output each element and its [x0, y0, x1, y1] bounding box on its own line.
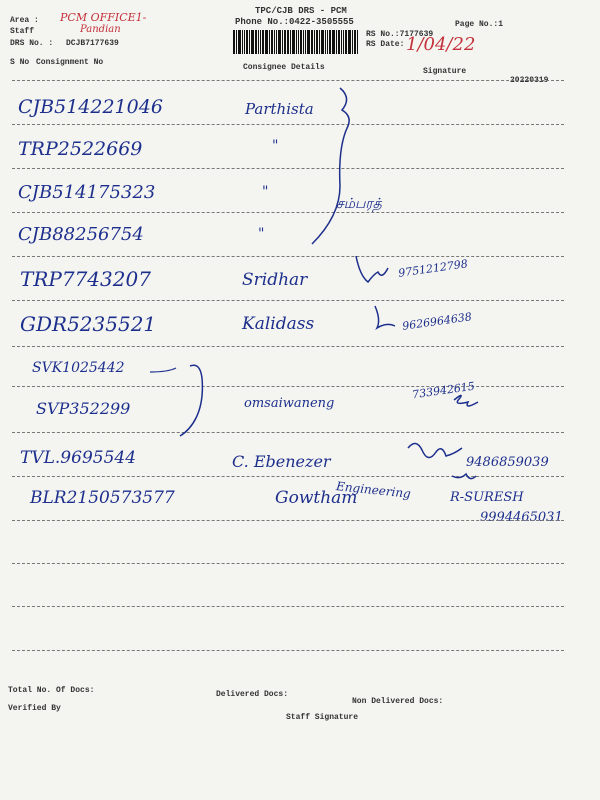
barcode-bar: [311, 30, 313, 54]
barcode-bar: [265, 30, 268, 54]
barcode-bar: [271, 30, 273, 54]
barcode-bar: [303, 30, 304, 54]
barcode-bar: [321, 30, 324, 54]
rs-date-label: RS Date:: [366, 40, 405, 49]
verified-by-label: Verified By: [8, 704, 61, 713]
signature-stroke-6: [375, 306, 395, 328]
barcode-bar: [282, 30, 283, 54]
barcode-bar: [238, 30, 241, 54]
consignee-9: C. Ebenezer: [232, 452, 331, 471]
barcode-bar: [305, 30, 306, 54]
staff-value: Pandian: [80, 24, 121, 35]
consignment-1: CJB514221046: [18, 96, 163, 118]
phone-9: 9486859039: [466, 455, 549, 470]
barcode-bar: [269, 30, 270, 54]
barcode-bar: [319, 30, 320, 54]
phone-10: 9994465031: [480, 510, 563, 525]
header-rule: [12, 80, 564, 81]
row-rule: [12, 476, 564, 477]
barcode-bar: [274, 30, 275, 54]
rs-date-value: 1/04/22: [406, 34, 476, 55]
consignment-2: TRP2522669: [18, 138, 143, 160]
barcode-bar: [325, 30, 326, 54]
signature-3: சம்பரத்: [336, 196, 382, 212]
area-value: PCM OFFICE1-: [60, 11, 147, 24]
consignment-3: CJB514175323: [18, 182, 156, 203]
barcode-bar: [287, 30, 289, 54]
bracket-stroke-7: [180, 365, 202, 436]
row-rule: [12, 256, 564, 257]
consignee-5: Sridhar: [242, 270, 308, 290]
barcode-bar: [332, 30, 335, 54]
consignment-4: CJB88256754: [18, 224, 144, 245]
barcode-bar: [329, 30, 331, 54]
delivered-docs-label: Delivered Docs:: [216, 690, 289, 699]
consignee-10: Gowtham: [275, 488, 358, 508]
barcode-bar: [244, 30, 245, 54]
consignee-10-extra: Engineering: [335, 479, 412, 501]
barcode-bar: [262, 30, 264, 54]
phone-8: 733942615: [411, 379, 476, 402]
barcode-bar: [296, 30, 297, 54]
barcode-bar: [338, 30, 340, 54]
consignment-8: SVP352299: [36, 399, 131, 418]
barcode-bar: [278, 30, 281, 54]
consignee-8: omsaiwaneng: [244, 396, 335, 411]
barcode-bar: [348, 30, 351, 54]
row-rule: [12, 650, 564, 651]
barcode-bar: [242, 30, 243, 54]
barcode: [233, 30, 359, 54]
signature-10-name: R-SURESH: [450, 490, 524, 505]
col-consignment: Consignment No: [36, 58, 104, 67]
row-rule: [12, 212, 564, 213]
barcode-bar: [343, 30, 344, 54]
drs-no-value: DCJB7177639: [66, 39, 119, 48]
col-sno: S No: [10, 58, 30, 67]
barcode-bar: [345, 30, 347, 54]
col-signature: Signature: [423, 67, 467, 76]
signature-stroke-5: [356, 256, 388, 282]
consignment-7: SVK1025442: [32, 360, 125, 376]
barcode-bar: [336, 30, 337, 54]
barcode-bar: [251, 30, 254, 54]
staff-signature-label: Staff Signature: [286, 713, 359, 722]
phone-6: 9626964638: [401, 310, 473, 333]
barcode-bar: [354, 30, 356, 54]
consignee-1: Parthista: [245, 100, 314, 118]
row-rule: [12, 168, 564, 169]
phone-number: Phone No.:0422-3505555: [235, 17, 354, 27]
date-code: 20220319: [510, 76, 549, 85]
row-rule: [12, 386, 564, 387]
center-title: TPC/CJB DRS - PCM: [255, 6, 347, 16]
row-rule: [12, 346, 564, 347]
barcode-bar: [307, 30, 310, 54]
consignment-9: TVL.9695544: [20, 448, 137, 468]
consignment-10: BLR2150573577: [30, 488, 175, 508]
barcode-bar: [233, 30, 235, 54]
barcode-bar: [258, 30, 259, 54]
barcode-bar: [255, 30, 257, 54]
phone-5: 9751212798: [397, 257, 469, 280]
barcode-bar: [292, 30, 295, 54]
consignee-6: Kalidass: [242, 314, 315, 334]
consignee-2: ": [272, 138, 279, 154]
consignment-6: GDR5235521: [20, 312, 157, 336]
ditto-brace: [312, 88, 349, 244]
row-rule: [12, 432, 564, 433]
total-docs-label: Total No. Of Docs:: [8, 686, 95, 695]
barcode-bar: [352, 30, 353, 54]
barcode-bar: [314, 30, 315, 54]
barcode-bar: [276, 30, 277, 54]
signature-stroke-8: [454, 395, 478, 406]
strike-stroke-7: [150, 368, 176, 372]
barcode-bar: [260, 30, 261, 54]
row-rule: [12, 300, 564, 301]
area-label: Area :: [10, 16, 39, 25]
drs-no-label: DRS No. :: [10, 39, 54, 48]
consignee-4: ": [258, 226, 265, 242]
page-number: Page No.:1: [455, 20, 504, 29]
barcode-bar: [284, 30, 286, 54]
barcode-bar: [327, 30, 328, 54]
non-delivered-docs-label: Non Delivered Docs:: [352, 697, 444, 706]
row-rule: [12, 563, 564, 564]
barcode-bar: [246, 30, 248, 54]
row-rule: [12, 606, 564, 607]
col-consignee: Consignee Details: [243, 63, 325, 72]
barcode-bar: [341, 30, 342, 54]
rs-number: RS No.:7177639: [366, 30, 434, 39]
signature-stroke-9: [408, 443, 462, 457]
staff-label: Staff: [10, 27, 35, 36]
consignee-3: ": [262, 184, 269, 200]
row-rule: [12, 520, 564, 521]
barcode-bar: [300, 30, 302, 54]
barcode-bar: [357, 30, 358, 54]
barcode-bar: [298, 30, 299, 54]
barcode-bar: [249, 30, 250, 54]
barcode-bar: [236, 30, 237, 54]
consignment-5: TRP7743207: [20, 267, 151, 291]
row-rule: [12, 124, 564, 125]
barcode-bar: [316, 30, 318, 54]
barcode-bar: [290, 30, 291, 54]
